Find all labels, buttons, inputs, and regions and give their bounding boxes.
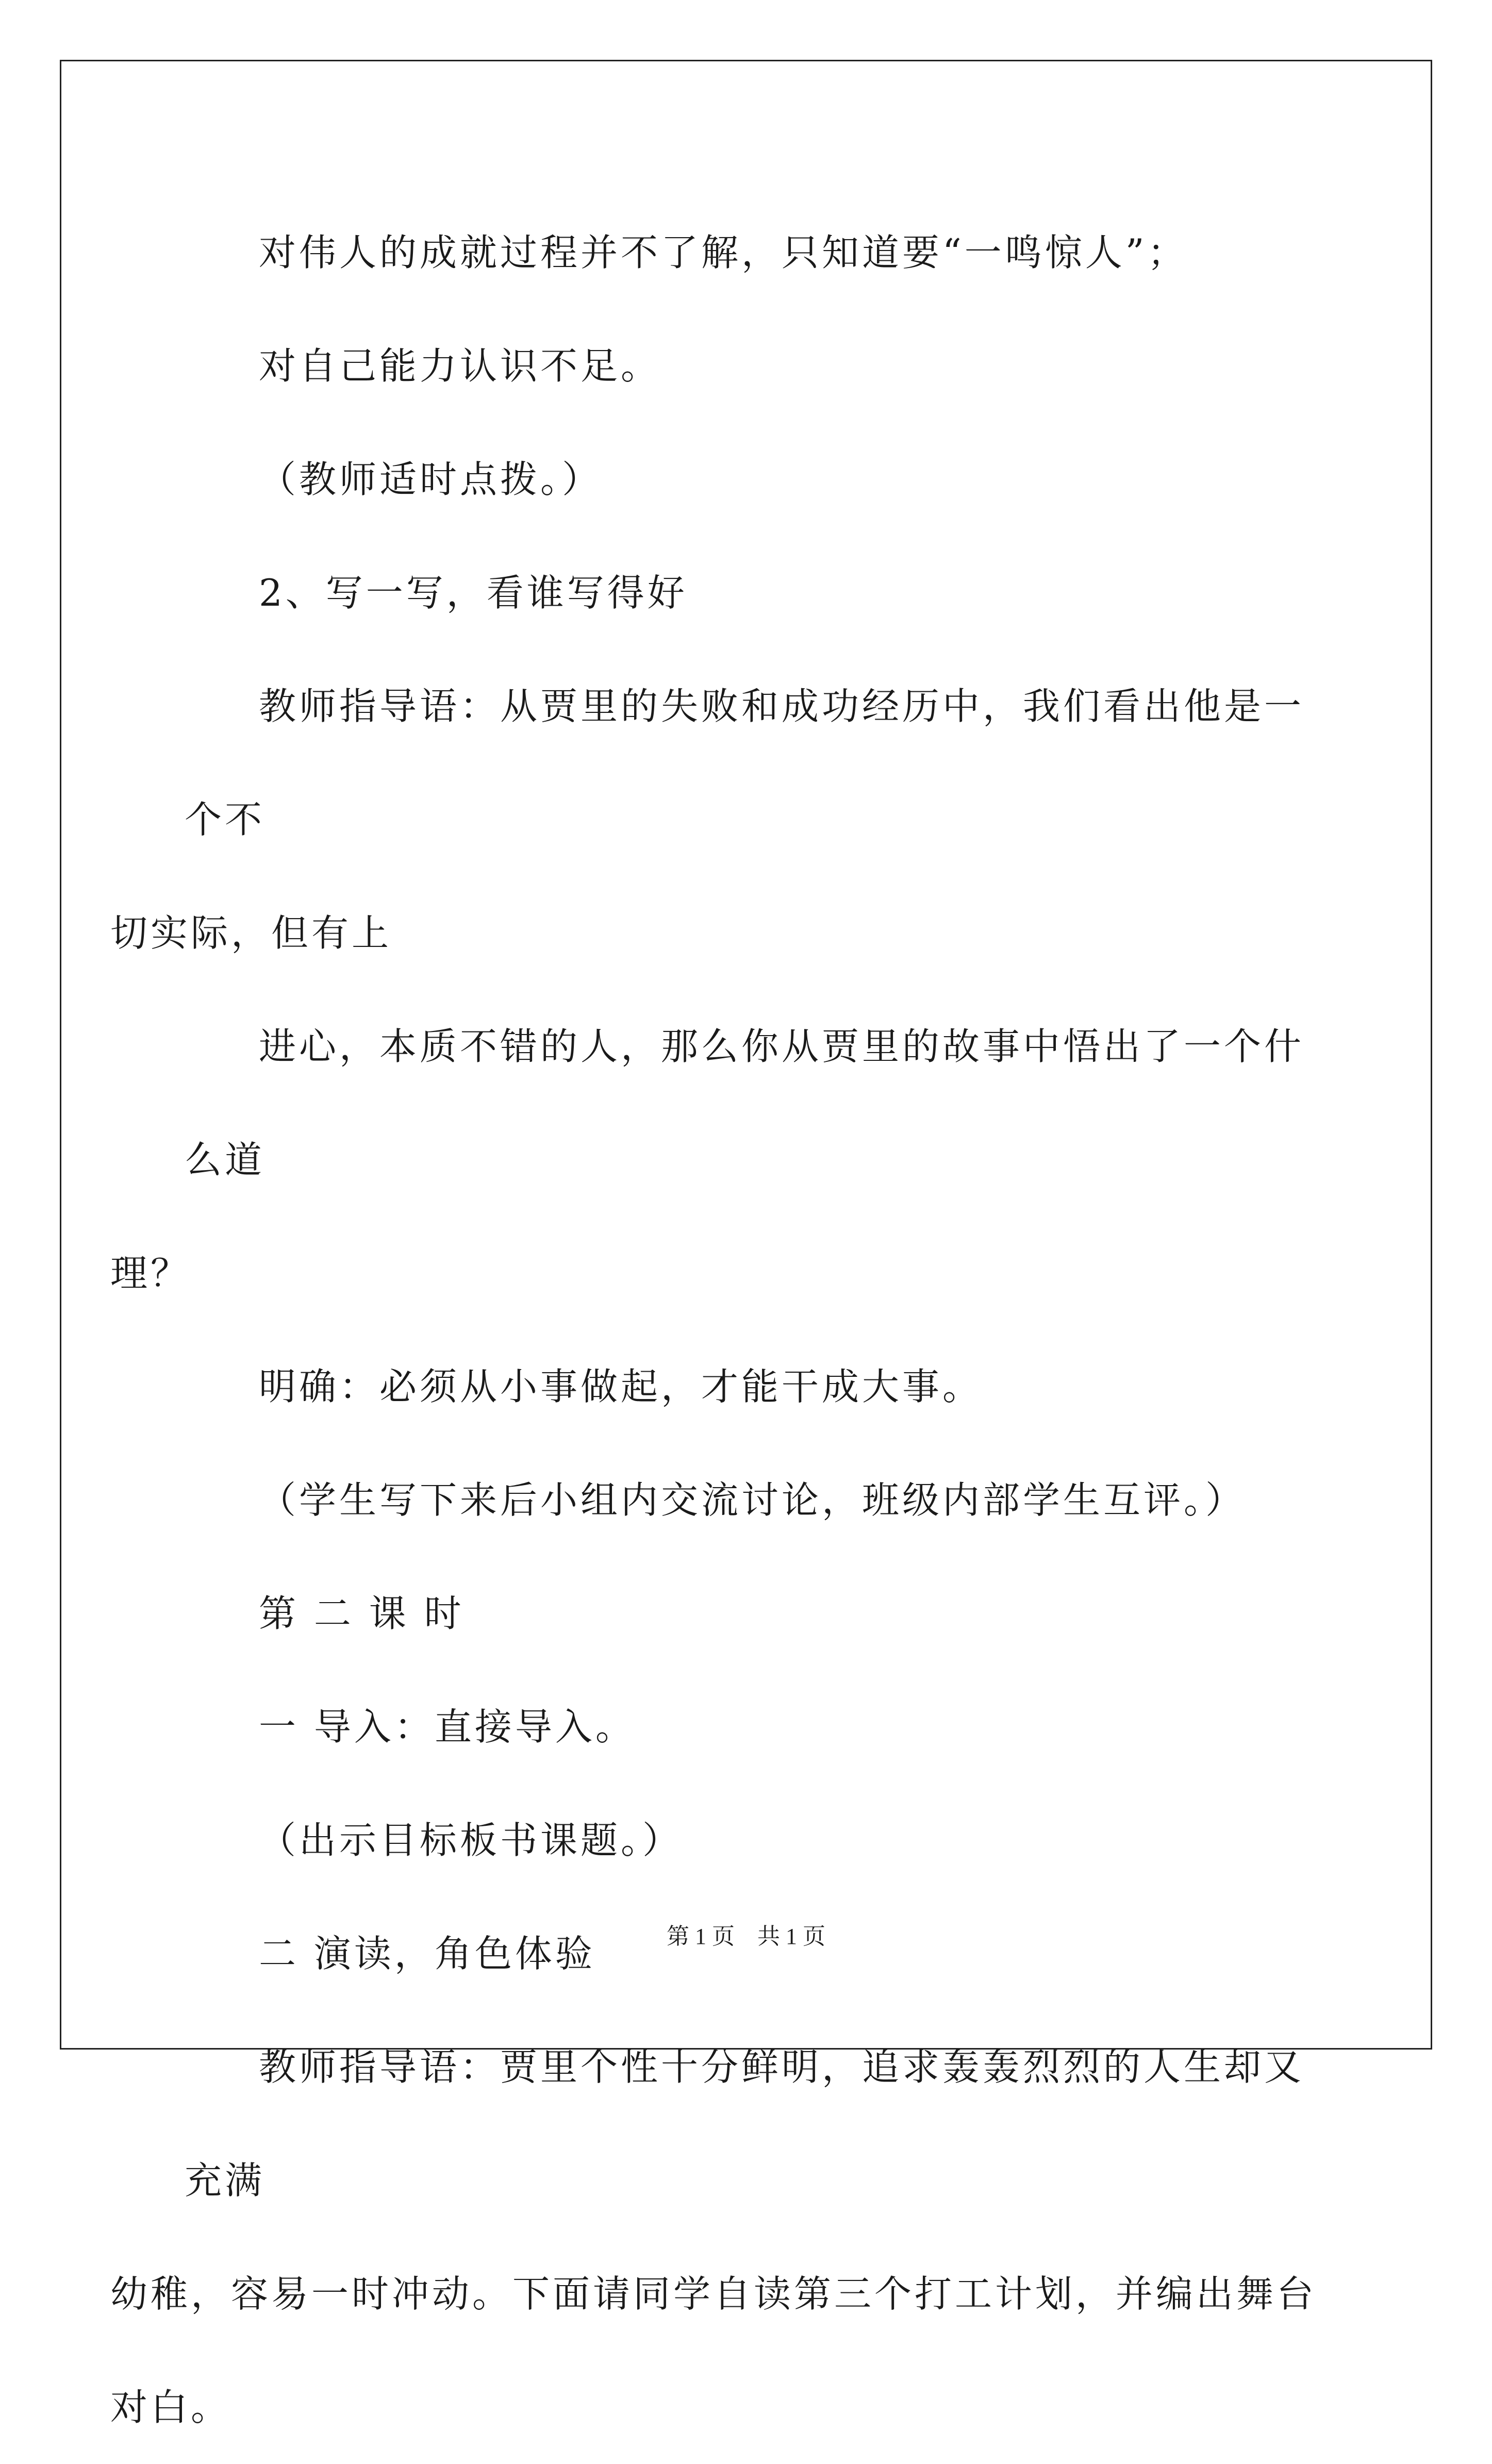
paragraph-line: 对自己能力认识不足。 [259, 344, 661, 388]
page-number-label: 第 1 页 共 1 页 [667, 1924, 825, 1949]
paragraph-1 [185, 196, 1319, 309]
paragraph-line: 2、写一写，看谁写得好 [259, 571, 688, 614]
paragraph-11 [185, 1784, 1319, 1897]
paragraph-13 [110, 2010, 1319, 2464]
section-heading [185, 1557, 1319, 1670]
paragraph-3 [185, 423, 1319, 536]
paragraph-line: 切实际，但有上 [110, 911, 392, 955]
paragraph-7 [185, 1330, 1319, 1443]
paragraph-line: 幼稚，容易一时冲动。下面请同学自读第三个打工计划，并编出舞台 [110, 2272, 1317, 2316]
paragraph-6 [110, 990, 1319, 1330]
paragraph-line: 第 二 课 时 [259, 1592, 465, 1635]
paragraph-5 [110, 650, 1319, 990]
paragraph-line: 一 导入：直接导入。 [259, 1705, 636, 1749]
paragraph-line: 教师指导语：贾里个性十分鲜明，追求轰轰烈烈的人生却又充满 [185, 2045, 1305, 2202]
paragraph-line: （出示目标板书课题。） [259, 1819, 683, 1862]
paragraph-line: 教师指导语：从贾里的失败和成功经历中，我们看出他是一个不 [185, 685, 1305, 841]
paragraph-line: 对伟人的成就过程并不了解，只知道要“一鸣惊人”； [259, 231, 1188, 274]
document-body [110, 196, 1319, 2464]
paragraph-2 [185, 309, 1319, 423]
paragraph-line: （学生写下来后小组内交流讨论，班级内部学生互评。） [259, 1478, 1246, 1522]
paragraph-line: 进心，本质不错的人，那么你从贾里的故事中悟出了一个什么道 [185, 1025, 1305, 1181]
page-footer [0, 1918, 1492, 1951]
paragraph-12 [185, 1897, 1319, 2010]
paragraph-line: 二 演读，角色体验 [259, 1932, 595, 1975]
paragraph-line: 理？ [110, 1252, 191, 1295]
paragraph-8 [185, 1443, 1319, 1557]
paragraph-line: （教师适时点拨。） [259, 458, 603, 501]
paragraph-line: 对白。 [110, 2386, 231, 2429]
paragraph-4 [185, 536, 1319, 650]
paragraph-10 [185, 1670, 1319, 1784]
paragraph-line: 明确：必须从小事做起，才能干成大事。 [259, 1365, 983, 1408]
